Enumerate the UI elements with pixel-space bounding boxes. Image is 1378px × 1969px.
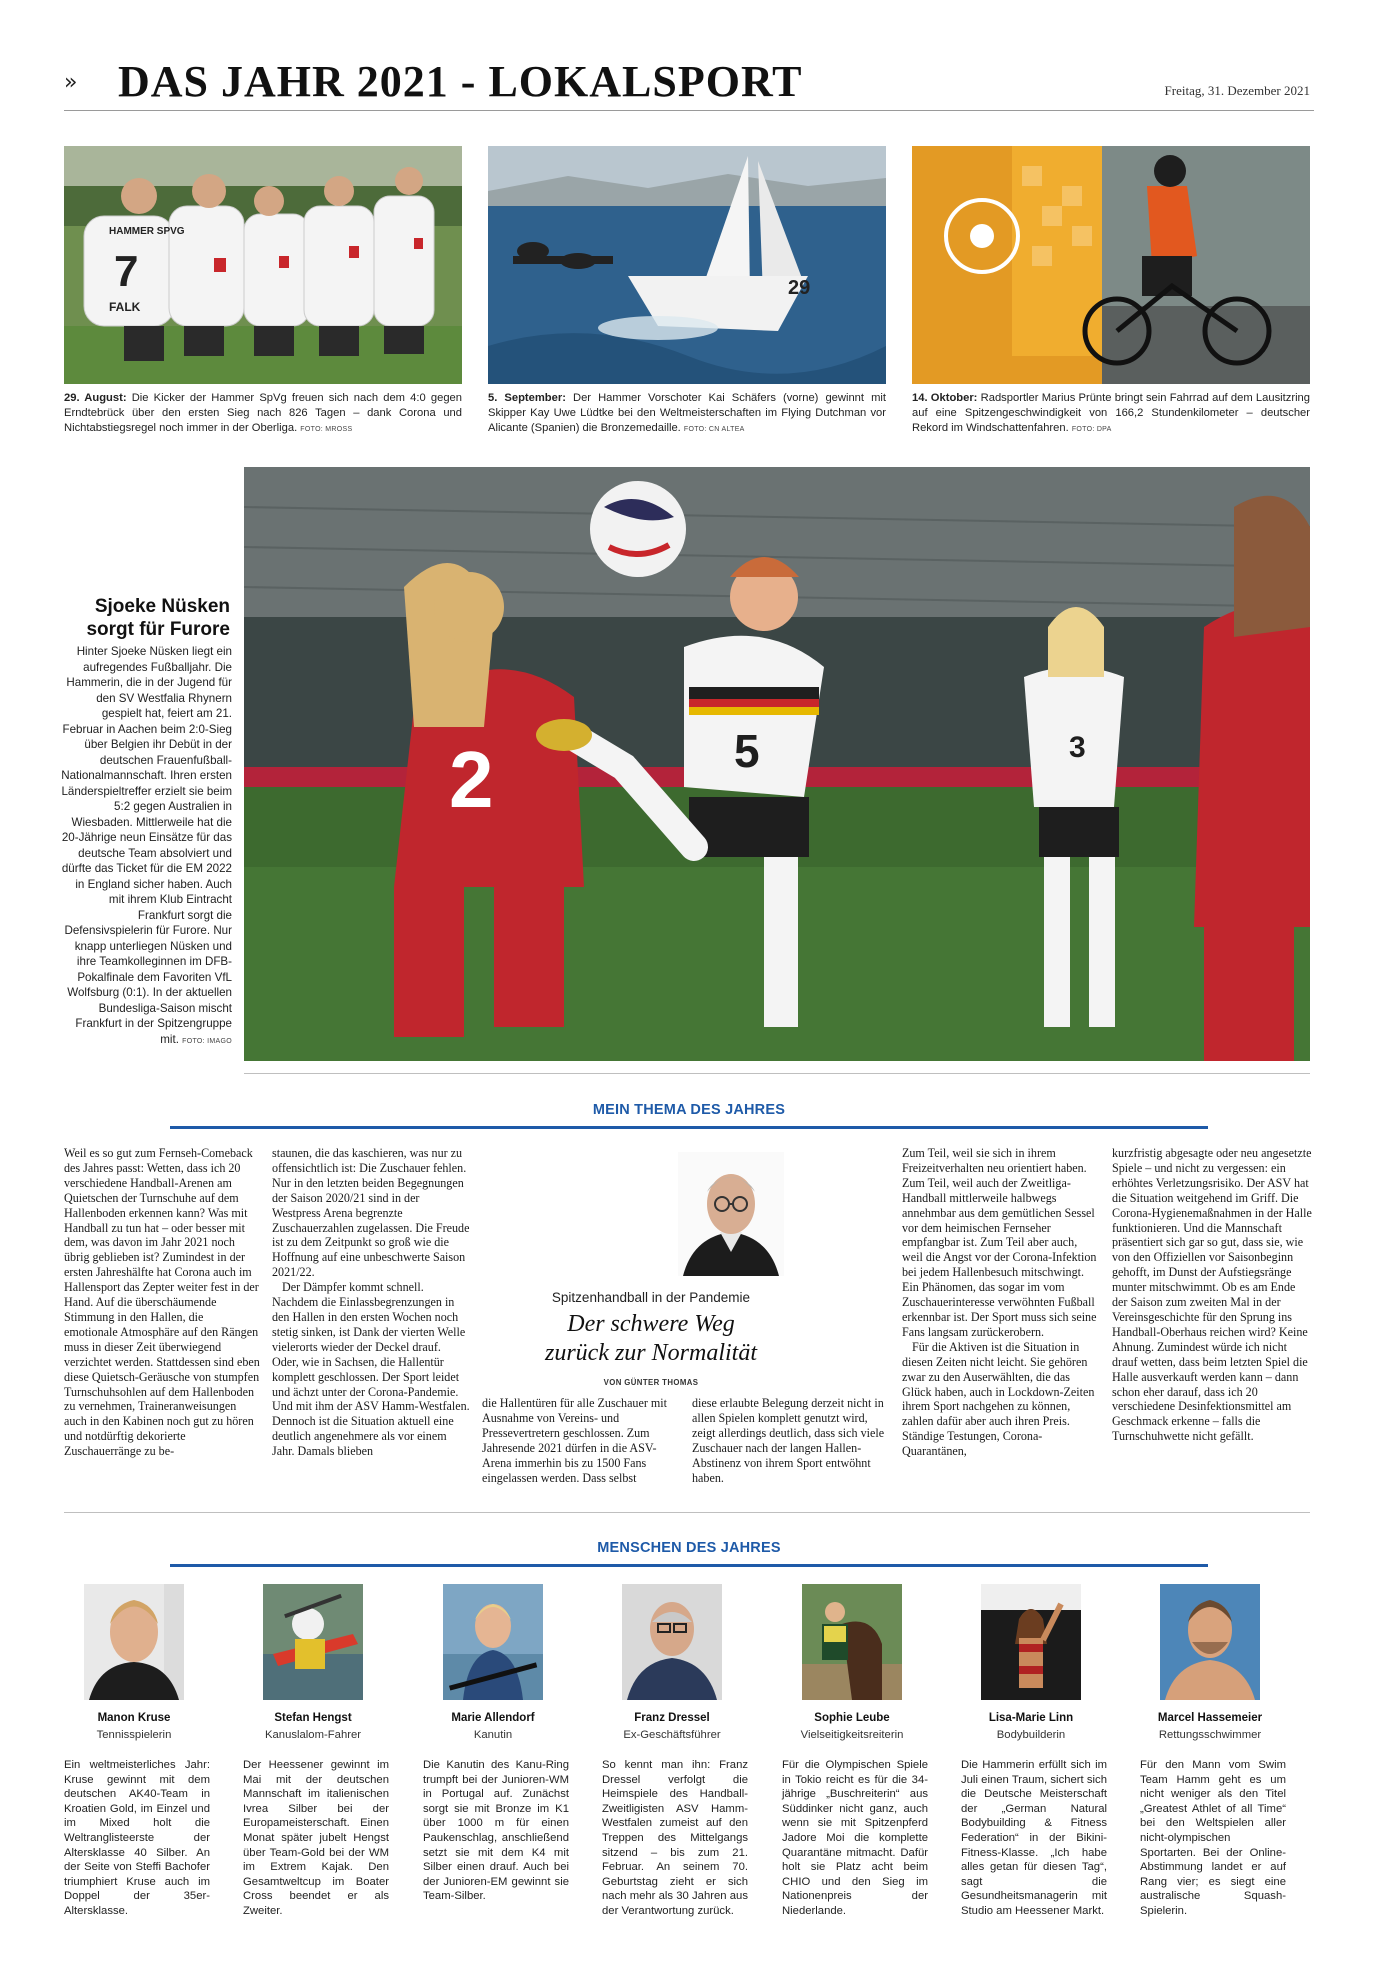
photo-credit: FOTO: MROSS (300, 426, 353, 434)
person-photo (622, 1584, 722, 1700)
headline-line-1: Sjoeke Nüsken (94, 596, 230, 617)
photo-football-team (64, 146, 462, 384)
photo-caption-1 (64, 391, 462, 438)
author-photo (678, 1152, 784, 1276)
header-rule (64, 110, 1314, 111)
person-text: Der Heessener gewinnt im Mai mit der deutschen Mannschaft im italienischen Ivrea Silber bei der Europameisterschaft. Einen Monat später jubelt Hengst über Team-Gold bei der WM im Extrem Kajak. Den Gesamtweltcup im Boater Cross beendet er als Zweiter. (243, 1759, 389, 1917)
title-line-1: Der schwere Weg (567, 1311, 735, 1337)
person-name: Stefan Hengst (274, 1712, 352, 1724)
jersey-number: 7 (114, 247, 139, 296)
paragraph: Der Dämpfer kommt schnell. Nachdem die Einlassbegrenzungen in den Hallen in den ersten Wochen noch stetig sinken, ist Dank der vierten Welle vielerorts wieder der Deckel drauf. Oder, wie in Sachsen, die Hallentür komplett geschlossen. Der Sport leidet und ächzt unter der Corona-Pandemie. Und mit ihm der ASV Hamm-Westfalen. Dennoch ist die Situation aktuell eine deutlich angenehmere als vor einem Jahr. Damals blieben (272, 1280, 470, 1459)
person-text: Die Kanutin des Kanu-Ring trumpft bei der Junioren-WM in Portugal auf. Zunächst sorgt sie mit Bronze im K1 über 1000 m für einen Paukenschlag, anschließend setzt sie mit dem K4 mit Silber einen drauf. Auch bei der Junioren-EM gewinnt sie Team-Silber. (423, 1759, 569, 1903)
side-story-text: Hinter Sjoeke Nüsken liegt ein aufregendes Fußballjahr. Die Hammerin, die in der Jugend für den SV Westfalia Rhynern gespielt hat, feiert am 21. Februar in Aachen beim 2:0-Sieg über Belgien ihr Debüt in der deutschen Frauenfußball-Nationalmannschaft. Ihren ersten Länderspieltreffer erzielt sie beim 5:2 gegen Australien in Wiesbaden. Mittlerweile hat die 20-Jährige neun Einsätze für das deutsche Team absolviert und dürfte das Ticket für die EM 2022 in England sicher haben. Auch mit ihrem Klub Eintracht Frankfurt sorgt die Defensivspielerin für Furore. Nur knapp unterliegen Nüsken und ihre Teamkolleginnen im DFB-Pokalfinale dem Favoriten VfL Wolfsburg (0:1). In der aktuellen Bundesliga-Saison mischt Frankfurt in der Spitzengruppe mit. (61, 645, 232, 1046)
section-title-menschen: MENSCHEN DES JAHRES (597, 1540, 781, 1556)
title-line-2: zurück zur Normalität (544, 1340, 757, 1366)
caption-text: Radsportler Marius Prünte bringt sein Fahrrad auf dem Lausitzring auf eine Spitzengeschwindigkeit von 166,2 Stundenkilometer – deutscher Rekord im Windschattenfahren. (912, 392, 1311, 435)
side-story-body (60, 644, 232, 1049)
person-text: Für die Olympischen Spiele in Tokio reicht es für die 34-jährige „Buschreiterin“ aus Süddinker nicht ganz, auch wenn sie mit Spitzenpferd Jadore Moi die komplette Quarantäne mitmacht. Dafür holt sie Platz acht beim CHIO und den Sieg im Nationenpreis der Niederlande. (782, 1759, 928, 1917)
caption-date: 5. September: (488, 392, 566, 404)
photo-caption-2 (488, 391, 886, 438)
article-title (480, 1310, 822, 1368)
person-role: Tennisspielerin (96, 1729, 172, 1741)
headline-line-2: sorgt für Furore (86, 619, 230, 640)
person-photo (84, 1584, 184, 1700)
person-text: Ein weltmeisterliches Jahr: Kruse gewinnt mit dem deutschen AK40-Team in Kroatien Gold, im Einzel und im Mixed holt die Weltranglisteerste der Altersklasse 40 Silber. An der Seite von Steffi Bachofer triumphiert Kruse auch im Doppel der 35er-Altersklasse. (64, 1759, 210, 1917)
issue-date: Freitag, 31. Dezember 2021 (1164, 83, 1310, 98)
person-role: Kanuslalom-Fahrer (264, 1729, 362, 1741)
person-photo (981, 1584, 1081, 1700)
person-role: Ex-Geschäftsführer (623, 1729, 721, 1741)
person-photo (443, 1584, 543, 1700)
caption-text: Die Kicker der Hammer SpVg freuen sich nach dem 4:0 gegen Erndtebrück über den ersten Sieg nach 826 Tagen – dank Corona und Nichtabstiegsregel noch immer in der Oberliga. (64, 392, 462, 435)
article-column-2 (272, 1146, 470, 1459)
article-kicker: Spitzenhandball in der Pandemie (551, 1290, 751, 1305)
article-byline: VON GÜNTER THOMAS (603, 1378, 699, 1387)
section-bar (170, 1564, 1208, 1567)
person-role: Rettungsschwimmer (1158, 1729, 1262, 1741)
paragraph: staunen, die das kaschieren, was nur zu offensichtlich ist: Die Zuschauer fehlen. Nur in den letzten beiden Begegnungen der Saison 2020/21 sind in der Westpress Arena begrenzte Zuschauerzahlen zugelassen. Die Freude ist zu dem Zeitpunkt so groß wie die Hoffnung auf eine unbeschwerte Saison 2021/22. (272, 1146, 470, 1280)
person-name: Marcel Hassemeier (1157, 1712, 1263, 1724)
caption-text: Der Hammer Vorschoter Kai Schäfers (vorne) gewinnt mit Skipper Kay Uwe Lüdtke bei den Weltmeisterschaften im Flying Dutchman vor Alicante (Spanien) die Bronzemedaille. (488, 392, 886, 435)
header-arrow: » (64, 70, 78, 95)
boat-number: 29 (788, 277, 811, 299)
paragraph: Für die Aktiven ist die Situation in diesen Zeiten nicht leicht. Sie gehören zwar zu den Auserwählten, die das Glück haben, auch in Lockdown-Zeiten ihrem Sport nachgehen zu können, zahlen dafür aber auch ihren Preis. Ständige Testungen, Corona-Quarantänen, (902, 1339, 1095, 1459)
photo-credit: FOTO: IMAGO (182, 1037, 232, 1045)
person-name: Franz Dressel (634, 1712, 710, 1724)
person-text: So kennt man ihn: Franz Dressel verfolgt die Heimspiele des Handball-Zweitligisten ASV Hamm-Westfalen zumeist auf den Treppen des Mittelgangs sitzend – bis zum 21. Februar. An seinem 70. Geburtstag zieht er sich nach mehr als 30 Jahren aus der Verantwortung zurück. (602, 1759, 748, 1917)
person-photo (802, 1584, 902, 1700)
jersey-number-3: 3 (1069, 731, 1086, 764)
photo-women-football (244, 467, 1310, 1061)
page-title: DAS JAHR 2021 - LOKALSPORT (118, 57, 803, 106)
photo-caption-3 (912, 391, 1310, 438)
jersey-text: HAMMER SPVG (109, 226, 185, 237)
section-rule (244, 1073, 1310, 1074)
person-photo (263, 1584, 363, 1700)
photo-cycling (912, 146, 1310, 384)
person-role: Bodybuilderin (996, 1729, 1066, 1741)
person-photo (1160, 1584, 1260, 1700)
section-title-thema: MEIN THEMA DES JAHRES (592, 1102, 786, 1118)
article-column-4: diese erlaubte Belegung derzeit nicht in allen Spielen komplett genutzt wird, zeigt allerdings deutlich, dass sich viele Zuschauer nach der langen Hallen-Abstinenz von ihrem Sport entwöhnt haben. (692, 1396, 885, 1485)
person-role: Kanutin (473, 1729, 513, 1741)
caption-date: 14. Oktober: (912, 392, 978, 404)
article-column-3: die Hallentüren für alle Zuschauer mit Ausnahme von Vereins- und Pressevertretern geschlossen. Zum Jahresende 2021 dürfen in die ASV-Arena immerhin bis zu 1500 Fans eingelassen werden. Dass selbst (482, 1396, 668, 1485)
caption-date: 29. August: (64, 392, 127, 404)
person-name: Marie Allendorf (451, 1712, 535, 1724)
paragraph: Zum Teil, weil sie sich in ihrem Freizeitverhalten neu orientiert haben. Zum Teil, weil auch der Zweitliga-Handball mittlerweile halbwegs annehmbar aus dem gemütlichen Sessel vor dem heimischen Fernseher empfangbar ist. Zum Teil aber auch, weil die Angst vor der Corona-Infektion bei jedem Hallenbesuch mitschwingt. Ein Phänomen, das sogar im vom Zuschauerinteresse verwöhnten Fußball erkennbar ist. Der Sport muss sich seine Fans langsam zurückerobern. (902, 1146, 1097, 1339)
photo-credit: FOTO: DPA (1071, 426, 1112, 434)
article-column-5 (902, 1146, 1100, 1459)
jersey-number-5: 5 (734, 725, 760, 777)
person-role: Vielseitigkeitsreiterin (800, 1729, 904, 1741)
section-rule (64, 1512, 1310, 1513)
photo-sailing (488, 146, 886, 384)
person-text: Für den Mann vom Swim Team Hamm geht es um nicht weniger als den Titel „Greatest Athlet of all Time“ bei den Weltspielen aller nicht-olympischen Sportarten. Bei der Online-Abstimmung landet er auf Rang vier; es siegt eine australische Squash-Spielerin. (1140, 1759, 1286, 1917)
person-text: Die Hammerin erfüllt sich im Juli einen Traum, sichert sich die Deutsche Meisterschaft der „German Natural Bodybuilding & Fitness Federation“ in der Bikini-Fitness-Klasse. „Ich habe alles getan für diesen Tag“, sagt die Gesundheitsmanagerin mit Studio am Heessener Markt. (961, 1759, 1107, 1917)
person-name: Sophie Leube (814, 1712, 890, 1724)
side-story-headline (64, 595, 230, 641)
jersey-number-2: 2 (449, 735, 494, 824)
person-name: Lisa-Marie Linn (988, 1712, 1074, 1724)
photo-credit: FOTO: CN ALTEA (683, 426, 745, 434)
article-column-1: Weil es so gut zum Fernseh-Comeback des Jahres passt: Wetten, dass ich 20 verschiedene Handball-Arenen am Quietschen der Turnschuhe auf dem Hallenboden erkennen kann? Was mit Handball zu tun hat – oder besser mit dem, was davon im Jahr 2021 noch übrig geblieben ist? Zumindest in der ersten Jahreshälfte hat Corona auch im Hallensport das Zepter weiter fest in der Hand. Auf die überschäumende Stimmung in den Hallen, die emotionale Atmosphäre auf den Rängen muss in dieser Zeit überwiegend verzichtet werden. Stattdessen sind eben diese Quietsch-Geräusche von stumpfen Turnschuhsohlen auf dem Hallenboden zu vernehmen, Traineranweisungen auch in den Kabinen noch gut zu hören und notdürftig dekorierte Zuschauerränge zu be- (64, 1146, 260, 1459)
article-column-6: kurzfristig abgesagte oder neu angesetzte Spiele – und nicht zu vergessen: ein erhöhtes Verletzungsrisiko. Der ASV hat die Situation weitgehend im Griff. Die Corona-Hygienemaßnahmen in der Halle funktionieren. Und die Mannschaft präsentiert sich gar so gut, dass sie, wie von den Offiziellen vor Saisonbeginn gehofft, im Dunst der Aufstiegsränge munter mitschwimmt. Ob es am Ende der Saison zum zweiten Mal in der Vereinsgeschichte für den Sprung ins Handball-Oberhaus reichen wird? Keine Ahnung. Zumindest würde ich nicht drauf wetten, dass beim letzten Spiel die Halle ausverkauft werden kann – dann schon eher darauf, dass ich 20 verschiedene Desinfektionsmittel am Geschmack erkenne – falls die Turnschuhwette nicht gefällt. (1112, 1146, 1312, 1444)
section-bar (170, 1126, 1208, 1129)
person-name: Manon Kruse (97, 1712, 171, 1724)
jersey-name: FALK (109, 300, 141, 314)
